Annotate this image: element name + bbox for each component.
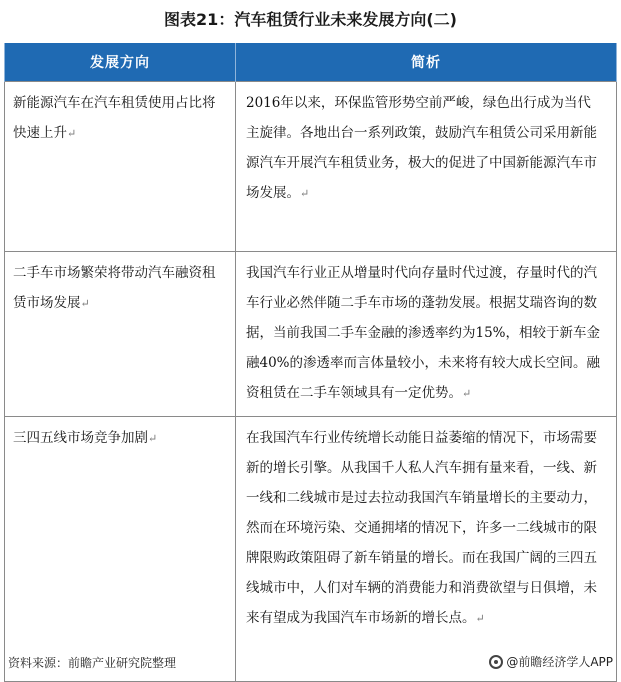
- header-analysis: 简析: [236, 43, 617, 82]
- row-3-direction: [5, 417, 236, 682]
- cell-text: 我国汽车行业正从增量时代向存量时代过渡，存量时代的汽车行业必然伴随二手车市场的蓬勃发展。根据艾瑞咨询的数据，当前我国二手车金融的渗透率约为15%，相较于新车金融40%的渗透率而言体量较小，未来将有较大成长空间。融资租赁在二手车领域具有一定优势。: [246, 265, 601, 401]
- paragraph-mark-icon: ↵: [148, 432, 158, 445]
- page-title: 图表21：汽车租赁行业未来发展方向(二): [164, 10, 457, 29]
- brand-text: @前瞻经济学人APP: [506, 655, 613, 669]
- source-note: 资料来源：前瞻产业研究院整理: [8, 656, 177, 670]
- cell-text: 新能源汽车在汽车租赁使用占比将快速上升: [13, 95, 216, 141]
- brand-logo-icon: [489, 655, 503, 669]
- paragraph-mark-icon: ↵: [475, 612, 485, 625]
- table-row: [5, 252, 617, 417]
- analysis-table: [4, 43, 617, 682]
- cell-text: 在我国汽车行业传统增长动能日益萎缩的情况下，市场需要新的增长引擎。从我国千人私人汽车拥有量来看，一线、新一线和二线城市是过去拉动我国汽车销量增长的主要动力，然而在环境污染、交通拥堵的情况下，许多一二线城市的限牌限购政策阻碍了新车销量的增长。而在我国广阔的三四五线城市中，人们对车辆的消费能力和消费欲望与日俱增，未来有望成为我国汽车市场新的增长点。: [246, 430, 597, 626]
- row-1-direction: [5, 82, 236, 252]
- cell-text: 2016年以来，环保监管形势空前严峻，绿色出行成为当代主旋律。各地出台一系列政策，鼓励汽车租赁公司采用新能源汽车开展汽车租赁业务，极大的促进了中国新能源汽车市场发展。: [246, 95, 597, 201]
- brand-credit: [489, 653, 613, 670]
- cell-text: 二手车市场繁荣将带动汽车融资租赁市场发展: [13, 265, 216, 311]
- table-row: [5, 82, 617, 252]
- header-direction: 发展方向: [5, 43, 236, 82]
- row-3-analysis: [236, 417, 617, 682]
- cell-text: 三四五线市场竞争加剧: [13, 430, 148, 446]
- row-2-analysis: [236, 252, 617, 417]
- row-2-direction: [5, 252, 236, 417]
- paragraph-mark-icon: ↵: [67, 127, 77, 140]
- paragraph-mark-icon: ↵: [462, 387, 472, 400]
- table-header-row: [5, 43, 617, 82]
- table-row: [5, 417, 617, 682]
- row-1-analysis: [236, 82, 617, 252]
- paragraph-mark-icon: ↵: [300, 187, 310, 200]
- paragraph-mark-icon: ↵: [80, 297, 90, 310]
